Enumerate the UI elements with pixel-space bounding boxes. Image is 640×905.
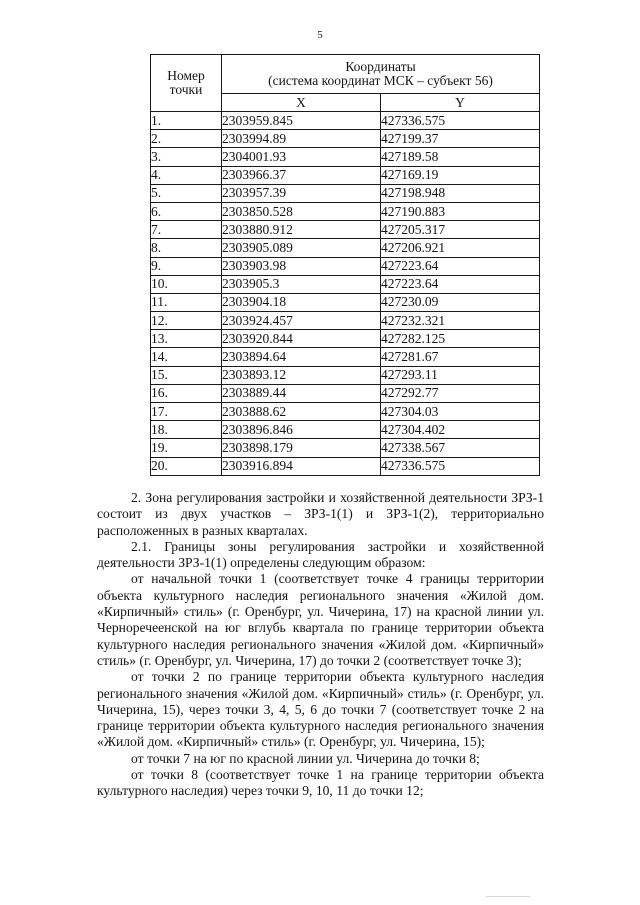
- y-coordinate-cell: 427304.03: [381, 403, 540, 421]
- x-coordinate-cell: 2303896.846: [222, 421, 381, 439]
- x-column-header: X: [222, 94, 381, 112]
- table-row: [151, 275, 540, 293]
- table-row: [151, 439, 540, 457]
- x-coordinate-cell: 2303916.894: [222, 457, 381, 475]
- table-row: [151, 421, 540, 439]
- x-coordinate-cell: 2303957.39: [222, 184, 381, 202]
- point-number-cell: 1.: [151, 112, 222, 130]
- x-coordinate-cell: 2303880.912: [222, 221, 381, 239]
- table-row: [151, 130, 540, 148]
- y-coordinate-cell: 427223.64: [381, 275, 540, 293]
- y-coordinate-cell: 427199.37: [381, 130, 540, 148]
- y-coordinate-cell: 427281.67: [381, 348, 540, 366]
- point-number-cell: 11.: [151, 293, 222, 311]
- y-coordinate-cell: 427336.575: [381, 112, 540, 130]
- point-number-cell: 18.: [151, 421, 222, 439]
- point-number-cell: 12.: [151, 312, 222, 330]
- x-coordinate-cell: 2303903.98: [222, 257, 381, 275]
- paragraph: от точки 2 по границе территории объекта культурного наследия регионального значения «Жилой дом. «Кирпичный» стиль» (г. Оренбург, ул. Чичерина, 15), через точки 3, 4, 5, 6 до точки 7 (соответствует точке 2 на границе территории объекта культурного наследия регионального значения «Жилой дом. «Кирпичный» стиль» (г. Оренбург, ул. Чичерина, 15);: [97, 669, 544, 750]
- paragraph: от точки 8 (соответствует точке 1 на границе территории объекта культурного наследия) через точки 9, 10, 11 до точки 12;: [97, 767, 544, 799]
- point-number-cell: 7.: [151, 221, 222, 239]
- coordinates-table: [150, 54, 540, 476]
- x-coordinate-cell: 2303894.64: [222, 348, 381, 366]
- y-coordinate-cell: 427232.321: [381, 312, 540, 330]
- table-row: [151, 312, 540, 330]
- point-number-cell: 20.: [151, 457, 222, 475]
- paragraph: от начальной точки 1 (соответствует точке 4 границы территории объекта культурного наследия регионального значения «Жилой дом. «Кирпичный» стиль» (г. Оренбург, ул. Чичерина, 17) на красной линии ул. Черноречеенской на юг вглубь квартала по границе территории объекта культурного наследия регионального значения «Жилой дом. «Кирпичный» стиль» (г. Оренбург, ул. Чичерина, 17) до точки 2 (соответствует точке 3);: [97, 571, 544, 668]
- y-coordinate-cell: 427336.575: [381, 457, 540, 475]
- x-coordinate-cell: 2304001.93: [222, 148, 381, 166]
- point-number-cell: 4.: [151, 166, 222, 184]
- x-coordinate-cell: 2303959.845: [222, 112, 381, 130]
- table-row: [151, 348, 540, 366]
- y-coordinate-cell: 427205.317: [381, 221, 540, 239]
- point-number-cell: 14.: [151, 348, 222, 366]
- x-coordinate-cell: 2303905.3: [222, 275, 381, 293]
- paragraph: 2. Зона регулирования застройки и хозяйственной деятельности ЗРЗ-1 состоит из двух участков – ЗРЗ-1(1) и ЗРЗ-1(2), территориально расположенных в разных кварталах.: [97, 490, 544, 538]
- table-row: [151, 166, 540, 184]
- x-coordinate-cell: 2303966.37: [222, 166, 381, 184]
- coordinates-title: Координаты: [345, 59, 416, 74]
- y-coordinate-cell: 427198.948: [381, 184, 540, 202]
- table-row: [151, 366, 540, 384]
- coordinates-header: [222, 55, 540, 94]
- y-coordinate-cell: 427190.883: [381, 202, 540, 220]
- y-coordinate-cell: 427304.402: [381, 421, 540, 439]
- point-number-cell: 17.: [151, 403, 222, 421]
- y-coordinate-cell: 427230.09: [381, 293, 540, 311]
- x-coordinate-cell: 2303904.18: [222, 293, 381, 311]
- point-number-cell: 19.: [151, 439, 222, 457]
- x-coordinate-cell: 2303905.089: [222, 239, 381, 257]
- scan-artifact-mark: [486, 896, 530, 897]
- y-coordinate-cell: 427189.58: [381, 148, 540, 166]
- table-row: [151, 457, 540, 475]
- x-coordinate-cell: 2303898.179: [222, 439, 381, 457]
- x-coordinate-cell: 2303893.12: [222, 366, 381, 384]
- y-coordinate-cell: 427292.77: [381, 384, 540, 402]
- y-coordinate-cell: 427293.11: [381, 366, 540, 384]
- point-number-cell: 5.: [151, 184, 222, 202]
- point-number-cell: 3.: [151, 148, 222, 166]
- y-coordinate-cell: 427338.567: [381, 439, 540, 457]
- x-coordinate-cell: 2303850.528: [222, 202, 381, 220]
- point-number-cell: 16.: [151, 384, 222, 402]
- x-coordinate-cell: 2303994.89: [222, 130, 381, 148]
- table-row: [151, 239, 540, 257]
- table-row: [151, 148, 540, 166]
- table-row: [151, 221, 540, 239]
- table-row: [151, 330, 540, 348]
- table-row: [151, 293, 540, 311]
- table-row: [151, 403, 540, 421]
- paragraph: от точки 7 на юг по красной линии ул. Чичерина до точки 8;: [131, 750, 480, 766]
- table-row: [151, 257, 540, 275]
- y-coordinate-cell: 427169.19: [381, 166, 540, 184]
- x-coordinate-cell: 2303889.44: [222, 384, 381, 402]
- point-number-cell: 10.: [151, 275, 222, 293]
- table-row: [151, 202, 540, 220]
- point-number-header: Номер точки: [151, 55, 222, 112]
- point-number-cell: 2.: [151, 130, 222, 148]
- x-coordinate-cell: 2303888.62: [222, 403, 381, 421]
- coordinate-system-label: (система координат МСК – субъект 56): [268, 73, 493, 88]
- paragraph: 2.1. Границы зоны регулирования застройки и хозяйственной деятельности ЗРЗ-1(1) определены следующим образом:: [97, 538, 544, 571]
- point-number-cell: 6.: [151, 202, 222, 220]
- x-coordinate-cell: 2303920.844: [222, 330, 381, 348]
- point-number-cell: 15.: [151, 366, 222, 384]
- point-number-cell: 13.: [151, 330, 222, 348]
- y-column-header: Y: [381, 94, 540, 112]
- y-coordinate-cell: 427206.921: [381, 239, 540, 257]
- table-row: [151, 184, 540, 202]
- table-row: [151, 112, 540, 130]
- y-coordinate-cell: 427223.64: [381, 257, 540, 275]
- body-text: [97, 490, 544, 800]
- y-coordinate-cell: 427282.125: [381, 330, 540, 348]
- x-coordinate-cell: 2303924.457: [222, 312, 381, 330]
- table-row: [151, 384, 540, 402]
- point-number-cell: 8.: [151, 239, 222, 257]
- page-number: 5: [317, 29, 323, 41]
- point-number-cell: 9.: [151, 257, 222, 275]
- coordinates-table-body: [151, 112, 540, 476]
